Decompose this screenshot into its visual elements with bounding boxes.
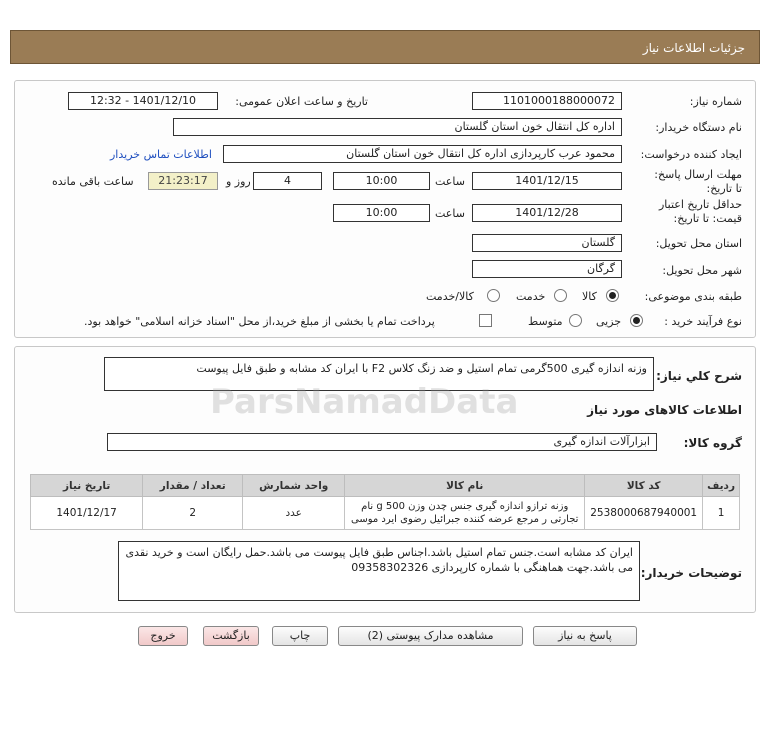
- deadline-time-label: ساعت: [435, 175, 465, 188]
- col-date: تاریخ نیاز: [31, 475, 143, 497]
- buyer-org-label: نام دستگاه خریدار:: [655, 121, 742, 134]
- city-label: شهر محل تحویل:: [662, 264, 742, 277]
- col-index: ردیف: [703, 475, 740, 497]
- goods-group-label: گروه کالا:: [683, 436, 742, 450]
- goods-group-field: ابزارآلات اندازه گیری: [107, 433, 657, 451]
- buyer-org-field: اداره کل انتقال خون استان گلستان: [173, 118, 622, 136]
- buyer-notes-label: توضیحات خریدار:: [640, 566, 742, 580]
- need-number-field: 1101000188000072: [472, 92, 622, 110]
- col-qty: تعداد / مقدار: [143, 475, 243, 497]
- city-field: گرگان: [472, 260, 622, 278]
- need-number-label: شماره نیاز:: [689, 95, 742, 108]
- goods-table: [30, 474, 740, 530]
- buyer-notes-text: ایران کد مشابه است.جنس تمام استیل باشد.اجناس طبق فایل پیوست می باشد.حمل رایگان است و خرید نقدی می باشد.جهت هماهنگی با شماره کارپردازی 09358302326: [118, 541, 640, 601]
- col-unit: واحد شمارش: [243, 475, 345, 497]
- remaining-label: ساعت باقی مانده: [52, 175, 134, 188]
- row-date: 1401/12/17: [31, 497, 143, 530]
- category-both-radio[interactable]: [487, 289, 500, 302]
- category-goods-label: کالا: [582, 290, 597, 303]
- process-minor-label: جزیی: [596, 315, 622, 328]
- watermark-brand: ParsNamadData: [210, 382, 519, 422]
- payment-note: پرداخت تمام یا بخشی از مبلغ خرید،از محل "اسناد خزانه اسلامی" خواهد بود.: [84, 315, 435, 328]
- reply-button[interactable]: پاسخ به نیاز: [533, 626, 637, 646]
- row-code: 2538000687940001: [585, 497, 703, 530]
- back-button[interactable]: بازگشت: [203, 626, 259, 646]
- treasury-checkbox[interactable]: [479, 314, 492, 327]
- page-title: جزئیات اطلاعات نیاز: [642, 41, 745, 55]
- page-header: [10, 30, 760, 64]
- table-header-row: [31, 475, 740, 497]
- summary-text: وزنه اندازه گیری 500گرمی تمام استیل و ضد زنگ کلاس F2 با ایران کد مشابه و طبق فایل پیوست: [104, 357, 654, 391]
- table-row: [31, 497, 740, 530]
- process-medium-label: متوسط: [528, 315, 563, 328]
- validity-time-field: 10:00: [333, 204, 430, 222]
- creator-field: محمود عرب کارپردازی اداره کل انتقال خون استان گلستان: [223, 145, 622, 163]
- category-label: طبقه بندی موضوعی:: [644, 290, 742, 303]
- col-name: نام کالا: [345, 475, 585, 497]
- announce-label: تاریخ و ساعت اعلان عمومی:: [235, 95, 368, 108]
- deadline-label: مهلت ارسال پاسخ: تا تاریخ:: [654, 168, 742, 195]
- category-service-label: خدمت: [516, 290, 546, 303]
- category-both-label: کالا/خدمت: [426, 290, 474, 303]
- process-minor-radio[interactable]: [630, 314, 643, 327]
- remaining-time-field: 21:23:17: [148, 172, 218, 190]
- deadline-time-field: 10:00: [333, 172, 430, 190]
- summary-label: شرح كلي نياز:: [656, 369, 742, 383]
- view-documents-button[interactable]: مشاهده مدارک پیوستی (2): [338, 626, 523, 646]
- category-service-radio[interactable]: [554, 289, 567, 302]
- process-medium-radio[interactable]: [569, 314, 582, 327]
- process-label: نوع فرآیند خرید :: [664, 315, 742, 328]
- province-field: گلستان: [472, 234, 622, 252]
- row-unit: عدد: [243, 497, 345, 530]
- announce-field: 1401/12/10 - 12:32: [68, 92, 218, 110]
- validity-time-label: ساعت: [435, 207, 465, 220]
- category-goods-radio[interactable]: [606, 289, 619, 302]
- col-code: کد کالا: [585, 475, 703, 497]
- print-button[interactable]: چاپ: [272, 626, 328, 646]
- goods-section-title: اطلاعات کالاهای مورد نیاز: [587, 403, 742, 417]
- validity-date-field: 1401/12/28: [472, 204, 622, 222]
- remaining-days-field: 4: [253, 172, 322, 190]
- days-label: روز و: [226, 175, 251, 188]
- deadline-date-field: 1401/12/15: [472, 172, 622, 190]
- validity-label: حداقل تاریخ اعتبار قیمت: تا تاریخ:: [658, 198, 742, 225]
- buyer-contact-link[interactable]: اطلاعات تماس خریدار: [110, 148, 212, 161]
- row-index: 1: [703, 497, 740, 530]
- row-name: وزنه ترازو اندازه گیری جنس چدن وزن 500 g نام تجارتی ر مرجع عرضه کننده جبرائیل رضوی ایرد موسی: [345, 497, 585, 530]
- province-label: استان محل تحویل:: [655, 237, 742, 250]
- exit-button[interactable]: خروج: [138, 626, 188, 646]
- creator-label: ایجاد کننده درخواست:: [640, 148, 742, 161]
- row-qty: 2: [143, 497, 243, 530]
